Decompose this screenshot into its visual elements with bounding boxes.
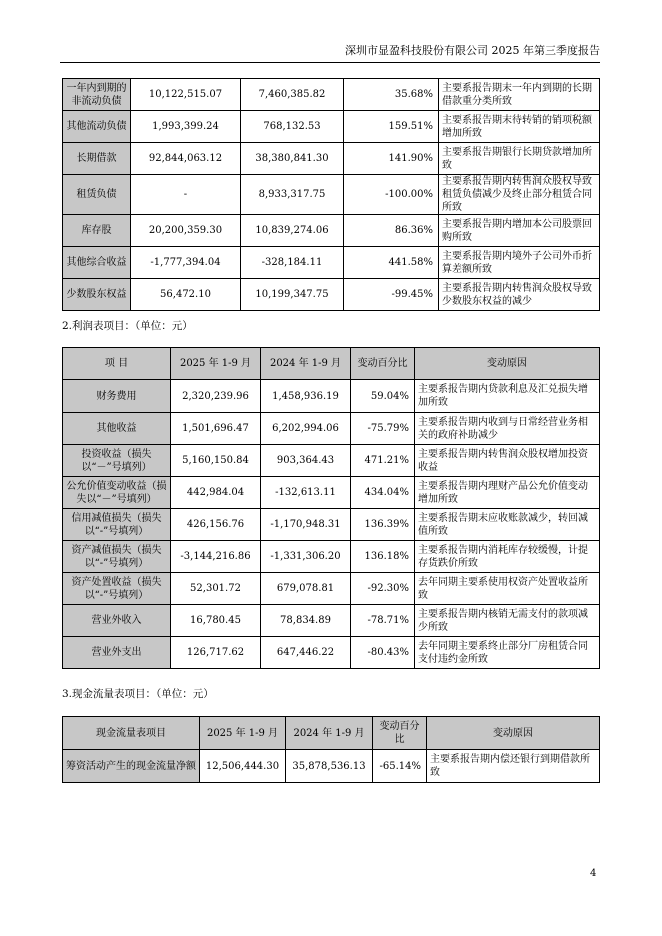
row-label: 营业外收入 xyxy=(63,605,171,637)
row-label: 一年内到期的非流动负债 xyxy=(63,79,131,111)
income-statement-table xyxy=(62,347,600,669)
column-header-reason: 变动原因 xyxy=(427,717,600,750)
prior-value: 78,834.89 xyxy=(261,605,351,637)
current-value: 16,780.45 xyxy=(171,605,261,637)
page-number: 4 xyxy=(590,868,597,879)
prior-value: -328,184.11 xyxy=(241,247,344,279)
change-percent: 471.21% xyxy=(351,445,415,477)
row-label: 筹资活动产生的现金流量净额 xyxy=(63,750,200,783)
row-label: 其他收益 xyxy=(63,413,171,445)
section-title-income: 2.利润表项目：（单位：元） xyxy=(62,320,193,332)
change-percent: 159.51% xyxy=(344,111,439,143)
current-value: 52,301.72 xyxy=(171,573,261,605)
table-row xyxy=(63,541,600,573)
prior-value: 647,446.22 xyxy=(261,637,351,669)
prior-value: 768,132.53 xyxy=(241,111,344,143)
change-percent: 35.68% xyxy=(344,79,439,111)
table-row xyxy=(63,175,600,215)
prior-value: 6,202,994.06 xyxy=(261,413,351,445)
table-row xyxy=(63,279,600,311)
current-value: 126,717.62 xyxy=(171,637,261,669)
column-header-change: 变动百分比 xyxy=(351,348,415,380)
row-label: 财务费用 xyxy=(63,380,171,413)
table-row xyxy=(63,413,600,445)
current-value: -1,777,394.04 xyxy=(131,247,241,279)
prior-value: 679,078.81 xyxy=(261,573,351,605)
table-row xyxy=(63,637,600,669)
change-reason: 主要系报告期末应收账款减少，转回减值所致 xyxy=(415,509,600,541)
current-value: 10,122,515.07 xyxy=(131,79,241,111)
row-label: 投资收益（损失以“－”号填列） xyxy=(63,445,171,477)
table-row xyxy=(63,79,600,111)
row-label: 租赁负债 xyxy=(63,175,131,215)
prior-value: 35,878,536.13 xyxy=(286,750,373,783)
change-reason: 主要系报告期末待转销的销项税额增加所致 xyxy=(439,111,600,143)
table-row xyxy=(63,477,600,509)
change-reason: 主要系报告期内收到与日常经营业务相关的政府补助减少 xyxy=(415,413,600,445)
change-reason: 主要系报告期内转售润众股权增加投资收益 xyxy=(415,445,600,477)
row-label: 营业外支出 xyxy=(63,637,171,669)
current-value: 426,156.76 xyxy=(171,509,261,541)
current-value: - xyxy=(131,175,241,215)
change-percent: -100.00% xyxy=(344,175,439,215)
column-header-prior: 2024 年 1-9 月 xyxy=(261,348,351,380)
row-label: 长期借款 xyxy=(63,143,131,175)
column-header-change: 变动百分比 xyxy=(373,717,427,750)
column-header-current: 2025 年 1-9 月 xyxy=(200,717,286,750)
prior-value: 10,839,274.06 xyxy=(241,215,344,247)
column-header-item: 现金流量表项目 xyxy=(63,717,200,750)
change-percent: 141.90% xyxy=(344,143,439,175)
change-percent: -78.71% xyxy=(351,605,415,637)
change-percent: -75.79% xyxy=(351,413,415,445)
column-header-prior: 2024 年 1-9 月 xyxy=(286,717,373,750)
table-row xyxy=(63,573,600,605)
prior-value: -1,331,306.20 xyxy=(261,541,351,573)
current-value: 5,160,150.84 xyxy=(171,445,261,477)
row-label: 库存股 xyxy=(63,215,131,247)
current-value: 20,200,359.30 xyxy=(131,215,241,247)
table-row xyxy=(63,445,600,477)
change-percent: 86.36% xyxy=(344,215,439,247)
current-value: -3,144,216.86 xyxy=(171,541,261,573)
change-reason: 主要系报告期末一年内到期的长期借款重分类所致 xyxy=(439,79,600,111)
table-header-row xyxy=(63,717,600,750)
current-value: 92,844,063.12 xyxy=(131,143,241,175)
column-header-item: 项 目 xyxy=(63,348,171,380)
current-value: 1,993,399.24 xyxy=(131,111,241,143)
current-value: 1,501,696.47 xyxy=(171,413,261,445)
change-percent: -99.45% xyxy=(344,279,439,311)
prior-value: 38,380,841.30 xyxy=(241,143,344,175)
prior-value: 8,933,317.75 xyxy=(241,175,344,215)
current-value: 2,320,239.96 xyxy=(171,380,261,413)
change-percent: -92.30% xyxy=(351,573,415,605)
prior-value: 1,458,936.19 xyxy=(261,380,351,413)
column-header-reason: 变动原因 xyxy=(415,348,600,380)
table-row xyxy=(63,605,600,637)
row-label: 其他流动负债 xyxy=(63,111,131,143)
current-value: 442,984.04 xyxy=(171,477,261,509)
change-reason: 去年同期主要系使用权资产处置收益所致 xyxy=(415,573,600,605)
page-header: 深圳市显盈科技股份有限公司 2025 年第三季度报告 xyxy=(345,44,600,57)
change-percent: 136.39% xyxy=(351,509,415,541)
change-reason: 去年同期主要系终止部分厂房租赁合同支付违约金所致 xyxy=(415,637,600,669)
prior-value: 10,199,347.75 xyxy=(241,279,344,311)
current-value: 56,472.10 xyxy=(131,279,241,311)
change-percent: -80.43% xyxy=(351,637,415,669)
table-row xyxy=(63,215,600,247)
table-row xyxy=(63,380,600,413)
table-row xyxy=(63,111,600,143)
change-reason: 主要系报告期内境外子公司外币折算差额所致 xyxy=(439,247,600,279)
change-percent: 136.18% xyxy=(351,541,415,573)
column-header-current: 2025 年 1-9 月 xyxy=(171,348,261,380)
prior-value: 7,460,385.82 xyxy=(241,79,344,111)
prior-value: -1,170,948.31 xyxy=(261,509,351,541)
row-label: 少数股东权益 xyxy=(63,279,131,311)
change-reason: 主要系报告期银行长期贷款增加所致 xyxy=(439,143,600,175)
change-percent: 434.04% xyxy=(351,477,415,509)
change-reason: 主要系报告期内贷款利息及汇兑损失增加所致 xyxy=(415,380,600,413)
row-label: 其他综合收益 xyxy=(63,247,131,279)
cash-flow-table xyxy=(62,716,600,783)
row-label: 资产减值损失（损失以“-”号填列） xyxy=(63,541,171,573)
change-reason: 主要系报告期内消耗库存较缓慢，计提存货跌价所致 xyxy=(415,541,600,573)
header-rule xyxy=(60,62,600,63)
change-reason: 主要系报告期内增加本公司股票回购所致 xyxy=(439,215,600,247)
change-reason: 主要系报告期内偿还银行到期借款所致 xyxy=(427,750,600,783)
change-percent: -65.14% xyxy=(373,750,427,783)
change-reason: 主要系报告期内核销无需支付的款项减少所致 xyxy=(415,605,600,637)
balance-sheet-table xyxy=(62,78,600,311)
change-reason: 主要系报告期内转售润众股权导致租赁负债减少及终止部分租赁合同所致 xyxy=(439,175,600,215)
prior-value: -132,613.11 xyxy=(261,477,351,509)
change-reason: 主要系报告期内理财产品公允价值变动增加所致 xyxy=(415,477,600,509)
table-row xyxy=(63,247,600,279)
current-value: 12,506,444.30 xyxy=(200,750,286,783)
prior-value: 903,364.43 xyxy=(261,445,351,477)
row-label: 公允价值变动收益（损失以“－”号填列） xyxy=(63,477,171,509)
table-row xyxy=(63,143,600,175)
row-label: 信用减值损失（损失以“-”号填列） xyxy=(63,509,171,541)
row-label: 资产处置收益（损失以“-”号填列） xyxy=(63,573,171,605)
table-row xyxy=(63,509,600,541)
change-percent: 59.04% xyxy=(351,380,415,413)
change-percent: 441.58% xyxy=(344,247,439,279)
table-header-row xyxy=(63,348,600,380)
change-reason: 主要系报告期内转售润众股权导致少数股东权益的减少 xyxy=(439,279,600,311)
table-row xyxy=(63,750,600,783)
section-title-cashflow: 3.现金流量表项目：（单位：元） xyxy=(62,688,214,700)
